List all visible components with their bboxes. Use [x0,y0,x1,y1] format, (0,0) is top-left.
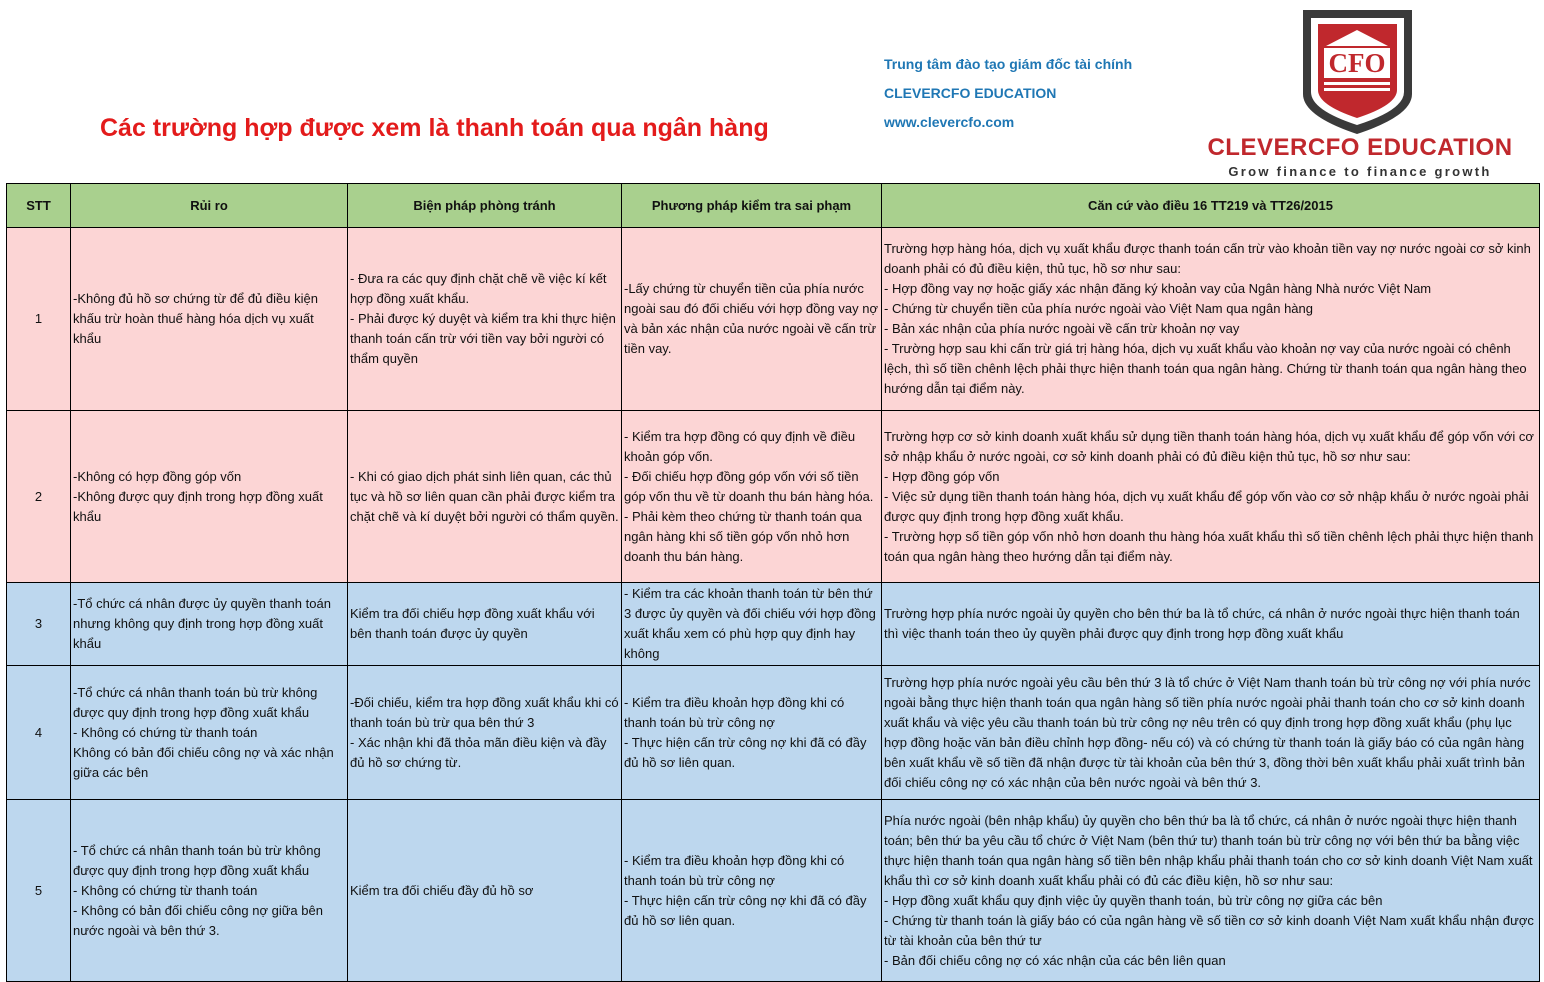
logo-brand-name: CLEVERCFO EDUCATION [1207,134,1513,161]
legal-basis-cell [882,666,1540,800]
cell-text-line: - Hợp đồng vay nợ hoặc giấy xác nhận đăng ký khoản vay của Ngân hàng Nhà nước Việt Nam [884,281,1432,296]
stt-cell: 2 [7,411,71,583]
cell-text-line: - Kiểm tra hợp đồng có quy định về điều khoản góp vốn. [624,428,856,464]
cell-text-line: - Chứng từ thanh toán là giấy báo có của ngân hàng về số tiền cơ sở kinh doanh Việt Nam xuất khẩu nhận được từ tài khoản của bên thứ tư [884,912,1534,948]
stt-cell: 5 [7,800,71,982]
table-row [7,228,1540,411]
header-check-method: Phương pháp kiểm tra sai phạm [622,184,882,228]
cell-text-line: -Tổ chức cá nhân thanh toán bù trừ không được quy định trong hợp đồng xuất khẩu [73,684,318,720]
cell-text-line: -Không có hợp đồng góp vốn [73,468,242,484]
cell-text-line: - Thực hiện cấn trừ công nợ khi đã có đầy đủ hồ sơ liên quan. [624,892,867,928]
info-line-brand: CLEVERCFO EDUCATION [884,85,1057,101]
cell-text-line: - Kiểm tra điều khoản hợp đồng khi có thanh toán bù trừ công nợ [624,852,845,888]
risk-cell [71,583,348,666]
check-method-cell [622,583,882,666]
prevention-cell [348,228,622,411]
cell-text-line: - Bản xác nhận của phía nước ngoài về cấn trừ khoản nợ vay [884,321,1240,336]
table-row [7,411,1540,583]
cell-text-line: -Tổ chức cá nhân được ủy quyền thanh toán nhưng không quy định trong hợp đồng xuất khẩu [73,596,331,651]
cell-text-line: - Thực hiện cấn trừ công nợ khi đã có đầy đủ hồ sơ liên quan. [624,734,867,770]
cell-text-line: Phía nước ngoài (bên nhập khẩu) ủy quyền cho bên thứ ba là tổ chức, cá nhân ở nước ngoài thực hiện thanh toán; bên thứ ba yêu cầu tổ chức ở Việt Nam (bên thứ tư) thanh toán bù trừ công nợ với bên thứ ba bằng việc thực hiện thanh toán qua ngân hàng số tiền bên nhập khẩu phải thanh toán cho cơ sở kinh doanh Việt Nam xuất khẩu thì cơ sở kinh doanh xuất khẩu phải có đủ các điều kiện, hồ sơ như sau: [884,812,1533,888]
table-row [7,800,1540,982]
cell-text-line: - Đưa ra các quy định chặt chẽ về việc kí kết hợp đồng xuất khẩu. [350,271,607,306]
header-stt: STT [7,184,71,228]
cell-text-line: - Xác nhận khi đã thỏa mãn điều kiện và đầy đủ hồ sơ chứng từ. [350,734,607,770]
check-method-cell [622,800,882,982]
legal-basis-cell [882,411,1540,583]
cell-text-line: - Phải kèm theo chứng từ thanh toán qua ngân hàng khi số tiền góp vốn nhỏ hơn doanh thu bán hàng. [624,508,862,564]
cell-text-line: Trường hợp cơ sở kinh doanh xuất khẩu sử dụng tiền thanh toán hàng hóa, dịch vụ xuất khẩu để góp vốn với cơ sở nhập khẩu ở nước ngoài, cơ sở kinh doanh phải có đủ điều kiện thủ tục, hồ sơ như sau: [884,428,1534,464]
cell-text-line: - Trường hợp số tiền góp vốn nhỏ hơn doanh thu hàng hóa xuất khẩu thì số tiền chênh lệch phải thực hiện thanh toán qua ngân hàng theo hướng dẫn tại điểm này. [884,528,1534,564]
cell-text-line: Không có bản đối chiếu công nợ và xác nhận giữa các bên [73,744,334,780]
cell-text-line: Trường hợp phía nước ngoài ủy quyền cho bên thứ ba là tổ chức, cá nhân ở nước ngoài thực hiện thanh toán thì việc thanh toán theo ủy quyền phải được quy định trong hợp đồng xuất khẩu [884,606,1520,641]
prevention-cell [348,666,622,800]
cell-text-line: -Lấy chứng từ chuyển tiền của phía nước ngoài sau đó đối chiếu với hợp đồng vay nợ và bản xác nhận của nước ngoài về cấn trừ tiền vay. [624,281,878,356]
cell-text-line: - Phải được ký duyệt và kiểm tra khi thực hiện thanh toán cấn trừ với tiền vay bởi người có thẩm quyền [350,311,616,366]
header-legal-basis: Căn cứ vào điều 16 TT219 và TT26/2015 [882,184,1540,228]
prevention-cell [348,583,622,666]
logo-emblem-text: CFO [1328,48,1386,78]
risk-cell [71,800,348,982]
cell-text-line: - Kiểm tra các khoản thanh toán từ bên thứ 3 được ủy quyền và đối chiếu với hợp đồng xuất khẩu xem có phù hợp quy định hay không [624,586,876,661]
cell-text-line: - Hợp đồng xuất khẩu quy định việc ủy quyền thanh toán, bù trừ công nợ giữa các bên [884,892,1383,908]
header-prevention: Biện pháp phòng tránh [348,184,622,228]
cell-text-line: Kiểm tra đối chiếu đầy đủ hồ sơ [350,882,534,898]
risk-cell [71,666,348,800]
info-line-center: Trung tâm đào tạo giám đốc tài chính [884,56,1133,72]
stt-cell: 4 [7,666,71,800]
check-method-cell [622,666,882,800]
clevercfo-logo [1205,8,1515,180]
cell-text-line: -Không được quy định trong hợp đồng xuất khẩu [73,488,323,524]
cell-text-line: -Không đủ hồ sơ chứng từ để đủ điều kiện khấu trừ hoàn thuế hàng hóa dịch vụ xuất khẩu [73,291,318,346]
legal-basis-cell [882,228,1540,411]
cell-text-line: - Trường hợp sau khi cấn trừ giá trị hàng hóa, dịch vụ xuất khẩu vào khoản nợ vay của nước ngoài có chênh lệch, thì số tiền chênh lệch phải thực hiện thanh toán qua ngân hàng. Chứng từ thanh toán qua ngân hàng theo hướng dẫn tại điểm này. [884,341,1527,396]
table-header-row [7,184,1540,228]
cell-text-line: Kiểm tra đối chiếu hợp đồng xuất khẩu với bên thanh toán được ủy quyền [350,606,595,641]
cell-text-line: - Hợp đồng góp vốn [884,468,1000,484]
stt-cell: 3 [7,583,71,666]
cell-text-line: - Khi có giao dịch phát sinh liên quan, các thủ tục và hồ sơ liên quan cần phải được kiểm tra chặt chẽ và kí duyệt bởi người có thẩm quyền. [350,468,619,524]
check-method-cell [622,228,882,411]
logo-emblem-icon [1205,8,1515,138]
prevention-cell [348,411,622,583]
stt-cell: 1 [7,228,71,411]
bank-payment-cases-table [6,183,1540,982]
check-method-cell [622,411,882,583]
page-title: Các trường hợp được xem là thanh toán qua ngân hàng [100,114,769,142]
logo-tagline: Grow finance to finance growth [1228,164,1492,179]
cell-text-line: Trường hợp hàng hóa, dịch vụ xuất khẩu được thanh toán cấn trừ vào khoản tiền vay nợ nước ngoài cơ sở kinh doanh phải có đủ điều kiện, thủ tục, hồ sơ như sau: [884,241,1531,276]
legal-basis-cell [882,800,1540,982]
cell-text-line: Trường hợp phía nước ngoài yêu cầu bên thứ 3 là tổ chức ở Việt Nam thanh toán bù trừ công nợ với phía nước ngoài bằng thực hiện thanh toán qua ngân hàng số tiền phía nước ngoài phải thanh toán cho cơ sở kinh doanh xuất khẩu và việc yêu cầu thanh toán bù trừ công nợ nêu trên có quy định trong hợp đồng xuất khẩu (phụ lục hợp đồng hoặc văn bản điều chỉnh hợp đồng- nếu có) và có chứng từ thanh toán là giấy báo có của ngân hàng bên xuất khẩu về số tiền đã nhận được từ tài khoản của bên thứ 3, đồng thời bên xuất khẩu phải xuất trình bản đối chiếu công nợ có xác nhận của bên nước ngoài và bên thứ 3. [884,674,1531,790]
cell-text-line: - Không có bản đối chiếu công nợ giữa bên nước ngoài và bên thứ 3. [73,902,323,938]
cell-text-line: - Không có chứng từ thanh toán [73,882,258,898]
legal-basis-cell [882,583,1540,666]
cell-text-line: -Đối chiếu, kiểm tra hợp đồng xuất khẩu khi có thanh toán bù trừ qua bên thứ 3 [350,694,619,730]
risk-cell [71,228,348,411]
cell-text-line: - Kiểm tra điều khoản hợp đồng khi có thanh toán bù trừ công nợ [624,694,845,730]
info-line-website[interactable]: www.clevercfo.com [884,114,1015,130]
header-risk: Rủi ro [71,184,348,228]
cell-text-line: - Tổ chức cá nhân thanh toán bù trừ không được quy định trong hợp đồng xuất khẩu [73,842,321,878]
cell-text-line: - Đối chiếu hợp đồng góp vốn với số tiền góp vốn thu về từ doanh thu bán hàng hóa. [624,468,874,504]
cell-text-line: - Bản đối chiếu công nợ có xác nhận của các bên liên quan [884,952,1226,968]
cell-text-line: - Việc sử dụng tiền thanh toán hàng hóa, dịch vụ xuất khẩu để góp vốn vào cơ sở nhập khẩu ở nước ngoài phải được quy định trong hợp đồng xuất khẩu. [884,488,1529,524]
table-row [7,666,1540,800]
cell-text-line: - Chứng từ chuyển tiền của phía nước ngoài vào Việt Nam qua ngân hàng [884,301,1313,316]
organization-info [884,55,1132,142]
prevention-cell [348,800,622,982]
table-row [7,583,1540,666]
cell-text-line: - Không có chứng từ thanh toán [73,724,258,740]
risk-cell [71,411,348,583]
